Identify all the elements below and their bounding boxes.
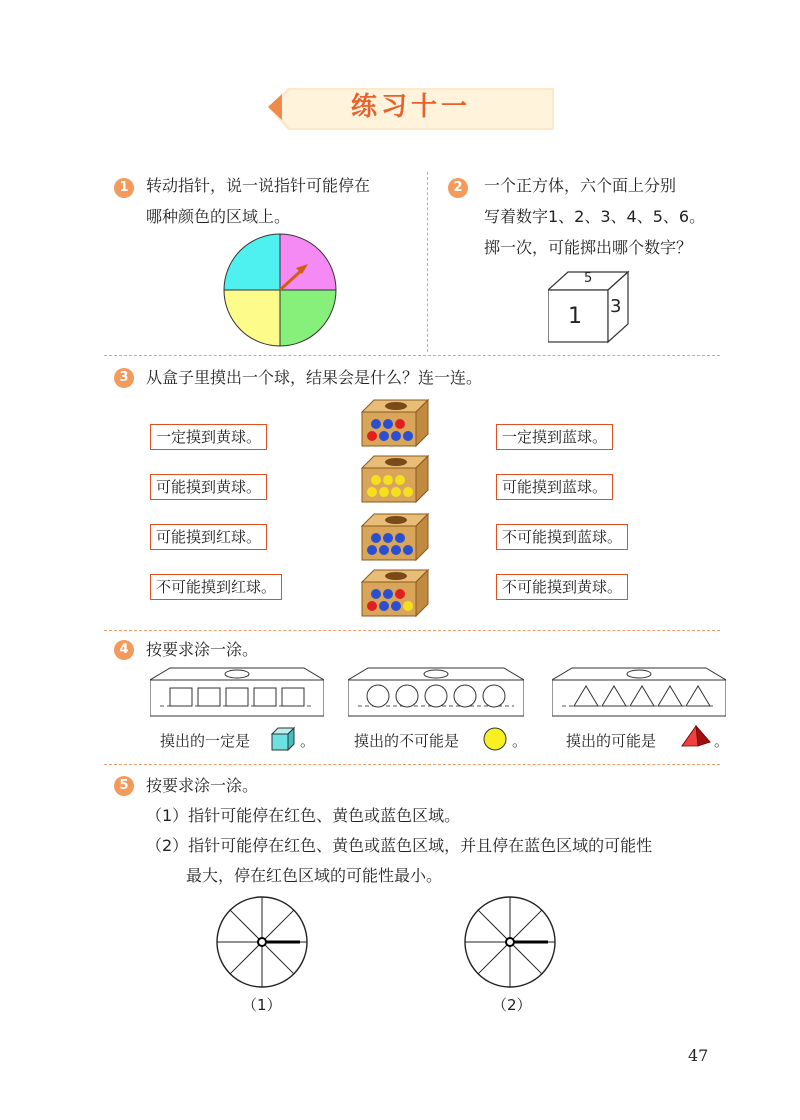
cube-front-number: 1 — [568, 304, 582, 329]
ball-yellow — [379, 487, 389, 497]
yellow-ball-icon[interactable] — [482, 726, 508, 752]
q5-item2-line2: 最大，停在红色区域的可能性最小。 — [186, 866, 443, 885]
left-option-2[interactable]: 可能摸到黄球。 — [150, 474, 267, 500]
ball-blue — [403, 431, 413, 441]
cube-top-number: 5 — [584, 271, 593, 286]
q4-label-2: 摸出的不可能是 — [354, 732, 460, 750]
blank-spinner-1[interactable] — [214, 894, 310, 990]
ball-blue — [395, 533, 405, 543]
blank-spinner-2[interactable] — [462, 894, 558, 990]
left-option-3[interactable]: 可能摸到红球。 — [150, 524, 267, 550]
q2-text-line3: 掷一次，可能掷出哪个数字？ — [484, 238, 693, 257]
spinner-yellow-sector — [224, 290, 280, 346]
title-banner — [268, 84, 554, 130]
ball-box-4[interactable] — [360, 568, 430, 618]
q5-item1: （1）指针可能停在红色、黄色或蓝色区域。 — [146, 806, 461, 825]
spinner-caption-2: （2） — [492, 996, 532, 1014]
divider-3 — [104, 764, 720, 765]
box-with-cubes[interactable] — [150, 666, 324, 718]
ball-blue — [379, 601, 389, 611]
ball-blue — [391, 431, 401, 441]
ball-yellow — [371, 475, 381, 485]
page-title: 练习十一 — [350, 92, 471, 122]
ball-red — [367, 601, 377, 611]
page-number: 47 — [688, 1046, 709, 1065]
ball-blue — [383, 533, 393, 543]
q4-end-mark-2: 。 — [512, 732, 528, 750]
ball-yellow — [403, 487, 413, 497]
color-spinner — [222, 232, 338, 348]
ball-blue — [367, 545, 377, 555]
q3-prompt: 从盒子里摸出一个球，结果会是什么？连一连。 — [146, 368, 483, 387]
divider-2 — [104, 630, 720, 631]
question-number-5: 5 — [114, 776, 134, 796]
ball-yellow — [367, 487, 377, 497]
ball-red — [367, 431, 377, 441]
right-option-4[interactable]: 不可能摸到黄球。 — [496, 574, 628, 600]
left-option-1[interactable]: 一定摸到黄球。 — [150, 424, 267, 450]
box-with-balls[interactable] — [348, 666, 524, 718]
ball-blue — [383, 589, 393, 599]
column-divider — [427, 172, 428, 352]
q4-label-1: 摸出的一定是 — [160, 732, 251, 750]
ball-blue — [371, 589, 381, 599]
spinner-caption-1: （1） — [242, 996, 282, 1014]
ball-blue — [379, 431, 389, 441]
question-number-4: 4 — [114, 640, 134, 660]
ball-yellow — [403, 601, 413, 611]
divider-1 — [104, 355, 720, 356]
q4-label-3: 摸出的可能是 — [566, 732, 657, 750]
ball-blue — [371, 533, 381, 543]
ball-yellow — [383, 475, 393, 485]
ball-yellow — [391, 487, 401, 497]
q2-text-line2: 写着数字1、2、3、4、5、6。 — [484, 207, 706, 226]
q1-text-line1: 转动指针，说一说指针可能停在 — [146, 176, 371, 195]
q4-prompt: 按要求涂一涂。 — [146, 640, 259, 659]
q5-item2-line1: （2）指针可能停在红色、黄色或蓝色区域，并且停在蓝色区域的可能性 — [146, 836, 653, 855]
ball-yellow — [395, 475, 405, 485]
spinner-green-sector — [280, 290, 336, 346]
q1-text-line2: 哪种颜色的区域上。 — [146, 207, 291, 226]
ball-red — [395, 419, 405, 429]
right-option-3[interactable]: 不可能摸到蓝球。 — [496, 524, 628, 550]
ball-blue — [391, 545, 401, 555]
question-number-3: 3 — [114, 368, 134, 388]
right-option-2[interactable]: 可能摸到蓝球。 — [496, 474, 613, 500]
ball-box-2[interactable] — [360, 454, 430, 504]
spinner-cyan-sector — [224, 234, 280, 290]
q4-end-mark-3: 。 — [714, 732, 730, 750]
ball-red — [395, 589, 405, 599]
ball-blue — [403, 545, 413, 555]
q2-text-line1: 一个正方体，六个面上分别 — [484, 176, 677, 195]
q5-prompt: 按要求涂一涂。 — [146, 776, 259, 795]
question-number-2: 2 — [448, 178, 468, 198]
cube-shape-icon[interactable] — [270, 726, 296, 752]
cube-side-number: 3 — [610, 296, 622, 317]
red-pyramid-icon[interactable] — [678, 724, 712, 750]
ball-blue — [383, 419, 393, 429]
ball-blue — [379, 545, 389, 555]
ball-box-3[interactable] — [360, 512, 430, 562]
question-number-1: 1 — [114, 178, 134, 198]
ball-blue — [371, 419, 381, 429]
q4-end-mark-1: 。 — [300, 732, 316, 750]
ball-blue — [391, 601, 401, 611]
number-cube — [548, 270, 630, 344]
box-with-pyramids[interactable] — [552, 666, 726, 718]
right-option-1[interactable]: 一定摸到蓝球。 — [496, 424, 613, 450]
left-option-4[interactable]: 不可能摸到红球。 — [150, 574, 282, 600]
ball-box-1[interactable] — [360, 398, 430, 448]
